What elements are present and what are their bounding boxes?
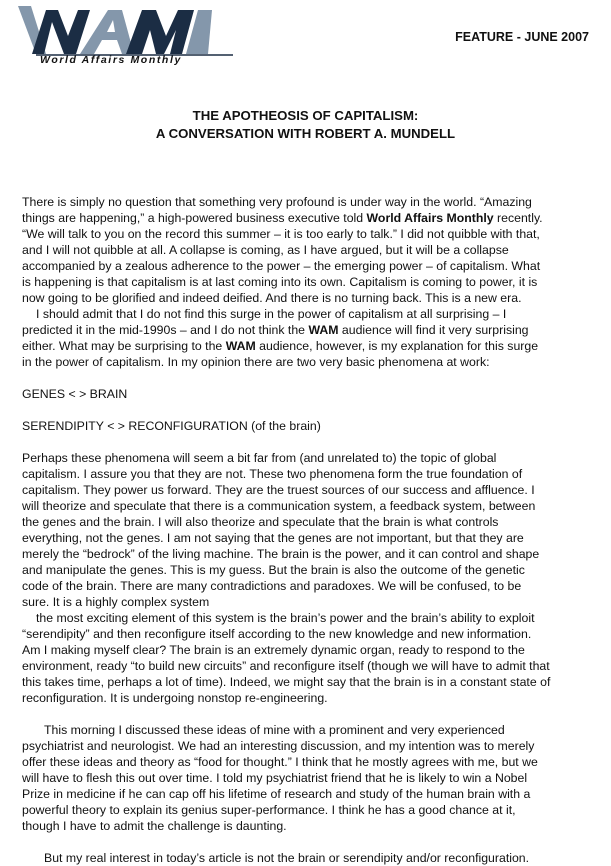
- text-line: the most exciting element of this system is the brain’s power and the brain’s ability to exploit: [36, 611, 535, 625]
- text-run: audience will find it very surprising: [338, 323, 529, 337]
- text-line: capitalism. I assure you that they are not. These two phenomena form the true foundation of: [22, 467, 523, 481]
- paragraph-6: [22, 850, 594, 866]
- text-line: Am I making myself clear? The brain is an extremely dynamic organ, ready to respond to the: [22, 643, 525, 657]
- text-line: environment, ready “to build new circuits” and reconfigure itself (though we will have to admit that: [22, 659, 550, 673]
- text-run: audience, however, is my explanation for this surge: [255, 339, 539, 353]
- text-line: offer these ideas and theory as “food for thought.” I think that he mostly agrees with me, but we: [22, 755, 538, 769]
- text-line: merely the “bedrock” of the living machine. The brain is the power, and it can control and shape: [22, 547, 540, 561]
- text-line: Perhaps these phenomena will seem a bit far from (and unrelated to) the topic of global: [22, 451, 497, 465]
- text-line: There is simply no question that something very profound is under way in the world. “Amazing: [22, 195, 532, 209]
- text-line: “serendipity” and then reconfigure itself according to the new knowledge and new information.: [22, 627, 532, 641]
- logo-subtitle: World Affairs Monthly: [40, 54, 182, 66]
- text-line: [22, 322, 594, 338]
- text-line: is happening is that capitalism is at last coming into its own. Capitalism is coming to power, it is: [22, 275, 538, 289]
- wam-abbrev: WAM: [225, 339, 256, 353]
- text-line: in the power of capitalism. In my opinion there are two very basic phenomena at work:: [22, 355, 490, 369]
- text-line: will have to flesh this out over time. I told my psychiatrist friend that he is likely to win a Nobel: [22, 771, 528, 785]
- text-line: psychiatrist and neurologist. We had an interesting discussion, and my intention was to merely: [22, 739, 535, 753]
- text-line: and I will not quibble at all. A collapse is coming, as I have argued, but it will be a collapse: [22, 243, 509, 257]
- text-line: reconfiguration. It is undergoing nonstop re-engineering.: [22, 691, 328, 705]
- text-line: [22, 210, 594, 226]
- text-run: things are happening,” a high-powered business executive told: [22, 211, 367, 225]
- text-run: recently.: [493, 211, 543, 225]
- text-line: Prize in medicine if he can cap off his lifetime of research and study of the human brain with a: [22, 787, 531, 801]
- text-line: capitalism. They power us forward. They are the truest sources of our success and affluence. I: [22, 483, 535, 497]
- text-line: “We will talk to you on the record this summer – it is too early to talk.” I did not quibble with that,: [22, 227, 540, 241]
- feature-label: FEATURE - JUNE 2007: [455, 30, 589, 44]
- paragraph-4: [22, 610, 594, 706]
- paragraph-3: [22, 450, 594, 610]
- publication-name: World Affairs Monthly: [366, 211, 494, 225]
- text-line: powerful theory to explain its genius super-performance. I think he has a good chance at it,: [22, 803, 516, 817]
- text-line: [22, 338, 594, 354]
- text-line: I should admit that I do not find this surge in the power of capitalism at all surprising – I: [36, 307, 507, 321]
- text-line: But my real interest in today’s article is not the brain or serendipity and/or reconfiguration.: [44, 851, 530, 865]
- text-line: accompanied by a zealous adherence to the power – the emerging power – of capitalism. What: [22, 259, 541, 273]
- text-run: predicted it in the mid-1990s – and I do not think the: [22, 323, 309, 337]
- text-line: though I have to admit the challenge is daunting.: [22, 819, 287, 833]
- text-line: This morning I discussed these ideas of mine with a prominent and very experienced: [44, 723, 505, 737]
- article-subtitle: A CONVERSATION WITH ROBERT A. MUNDELL: [155, 126, 456, 141]
- text-line: this takes time, perhaps a lot of time). Indeed, we might say that the brain is in a constant state of: [22, 675, 551, 689]
- paragraph-5: [22, 722, 594, 834]
- paragraph-1: [22, 194, 594, 306]
- formula-genes-brain: GENES < > BRAIN: [22, 387, 128, 401]
- text-line: sure. It is a highly complex system: [22, 595, 210, 609]
- text-line: code of the brain. There are many contradictions and paradoxes. We will be confused, to be: [22, 579, 522, 593]
- text-line: now going to be glorified and indeed deified. And there is no turning back. This is a new era.: [22, 291, 522, 305]
- formula-serendipity: SERENDIPITY < > RECONFIGURATION (of the brain): [22, 419, 321, 433]
- text-line: will theorize and speculate that there is a communication system, a feedback system, between: [22, 499, 536, 513]
- logo-m-dark: [126, 10, 194, 54]
- article-body: [22, 194, 594, 866]
- text-run: either. What may be surprising to the: [22, 339, 226, 353]
- wam-abbrev: WAM: [308, 323, 339, 337]
- paragraph-2: [22, 306, 594, 370]
- article-title: THE APOTHEOSIS OF CAPITALISM:: [192, 108, 419, 123]
- text-line: and manipulate the genes. This is my guess. But the brain is also the outcome of the genetic: [22, 563, 525, 577]
- text-line: everything, not the genes. I am not saying that the genes are not important, but that they are: [22, 531, 524, 545]
- logo-w-dark: [32, 10, 90, 54]
- text-line: the genes and the brain. I will also theorize and speculate that the brain is what controls: [22, 515, 499, 529]
